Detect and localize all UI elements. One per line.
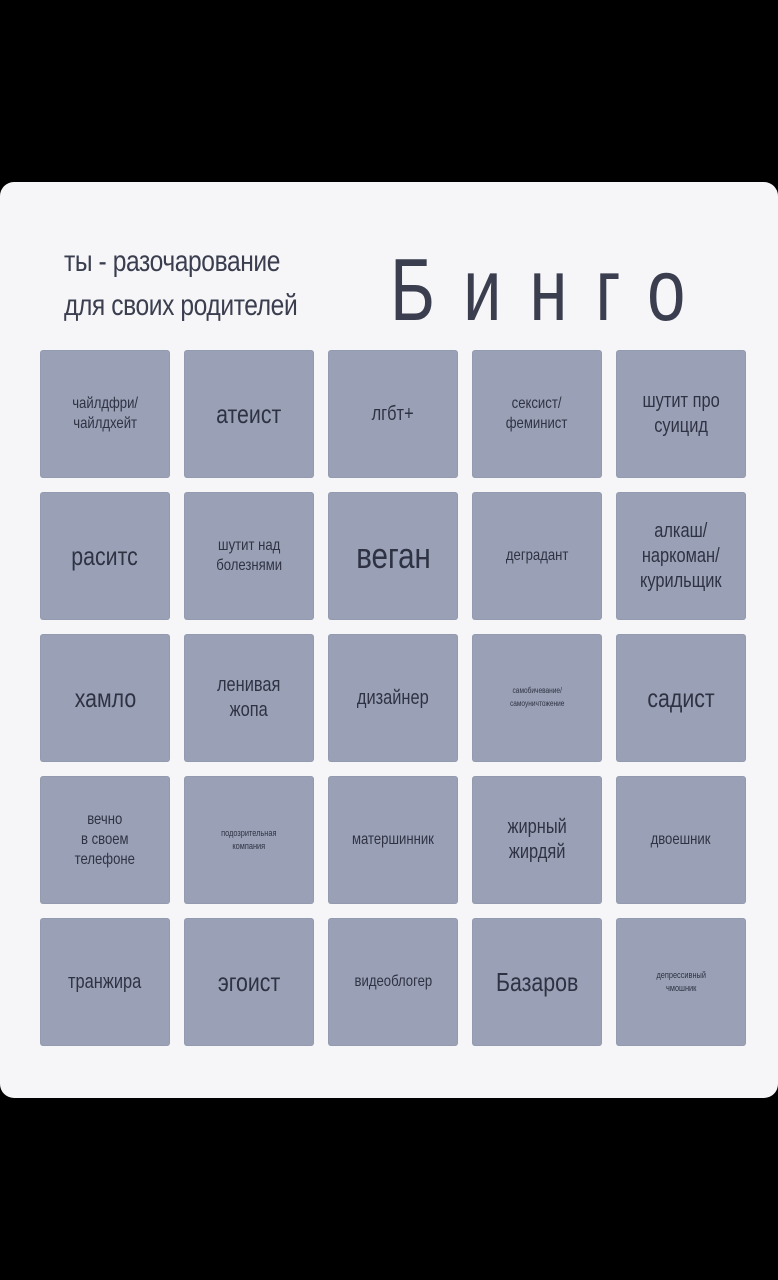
bingo-cell (328, 492, 458, 620)
cell-label: сексист/ феминист (506, 395, 568, 432)
bingo-cell (472, 350, 602, 478)
cell-label: шутит про суицид (642, 390, 720, 437)
bingo-cell (616, 634, 746, 762)
bingo-cell (472, 492, 602, 620)
cell-label: депрессивный чмошник (656, 969, 706, 993)
cell-label: эгоист (217, 966, 281, 997)
bingo-cell (184, 350, 314, 478)
bingo-cell (616, 918, 746, 1046)
cell-label: жирный жирдяй (507, 816, 567, 863)
cell-label: видеоблогер (354, 973, 432, 990)
bingo-cell (184, 918, 314, 1046)
cell-label: дизайнер (357, 686, 429, 709)
bingo-cell (616, 492, 746, 620)
bingo-cell (472, 918, 602, 1046)
cell-label: атеист (216, 398, 282, 429)
subtitle-line-1: ты - разочарование (64, 245, 281, 278)
bingo-title: Бинго (390, 240, 714, 339)
bingo-card (0, 182, 778, 1098)
bingo-cell (328, 350, 458, 478)
bingo-cell (184, 634, 314, 762)
cell-label: ленивая жопа (217, 674, 281, 721)
bingo-cell (40, 918, 170, 1046)
cell-label: транжира (68, 970, 142, 993)
cell-label: алкаш/ наркоман/ курильщик (640, 519, 722, 592)
bingo-cell (472, 634, 602, 762)
bingo-cell (184, 492, 314, 620)
cell-label: лгбт+ (371, 402, 415, 425)
bingo-cell (616, 350, 746, 478)
bingo-cell (472, 776, 602, 904)
bingo-cell (328, 776, 458, 904)
bingo-grid (40, 350, 740, 1046)
bingo-cell (40, 492, 170, 620)
cell-label: вечно в своем телефоне (74, 811, 136, 868)
cell-label: хамло (74, 682, 136, 713)
cell-label: садист (647, 682, 715, 713)
cell-label: веган (355, 535, 431, 577)
bingo-cell (184, 776, 314, 904)
cell-label: деградант (505, 547, 569, 564)
cell-label: шутит над болезнями (216, 537, 282, 574)
cell-label: двоешник (651, 831, 711, 848)
cell-label: чайлдфри/ чайлдхейт (72, 395, 138, 432)
cell-label: матершинник (352, 831, 434, 848)
cell-label: раситс (71, 540, 139, 571)
bingo-cell (328, 918, 458, 1046)
bingo-cell (616, 776, 746, 904)
bingo-cell (40, 776, 170, 904)
cell-label: самобичевание/ самоуничтожение (509, 686, 565, 708)
cell-label: подозрительная компания (221, 827, 277, 851)
subtitle (64, 240, 326, 328)
subtitle-line-2: для своих родителей (64, 289, 298, 322)
bingo-cell (328, 634, 458, 762)
bingo-cell (40, 634, 170, 762)
cell-label: Базаров (495, 966, 579, 997)
bingo-cell (40, 350, 170, 478)
